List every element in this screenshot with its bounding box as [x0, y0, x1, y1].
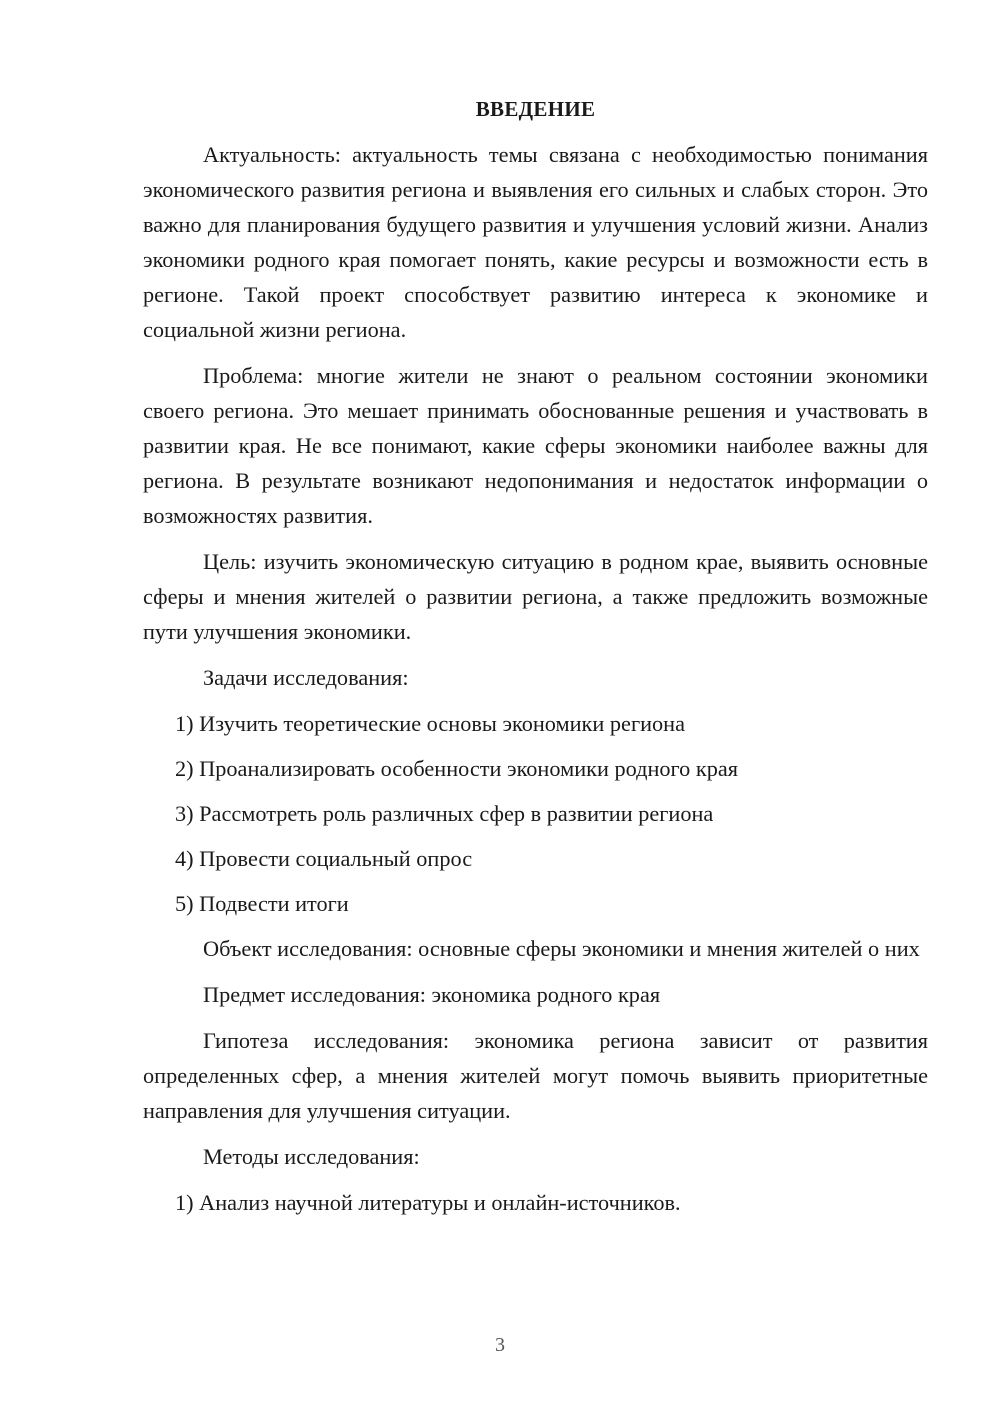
section-title: ВВЕДЕНИЕ [475, 97, 596, 121]
task-item: 2) Проанализировать особенности экономики родного края [175, 756, 738, 781]
task-item: 4) Провести социальный опрос [175, 846, 473, 871]
page-content [143, 92, 928, 1230]
methods-heading: Методы исследования: [203, 1144, 420, 1169]
method-item: 1) Анализ научной литературы и онлайн-источников. [175, 1190, 681, 1215]
hypothesis-paragraph: Гипотеза исследования: экономика региона зависит от развития определенных сфер, а мнения жителей могут помочь выявить приоритетные направления для улучшения ситуации. [143, 1028, 928, 1123]
subject-paragraph: Предмет исследования: экономика родного края [203, 982, 661, 1007]
goal-paragraph: Цель: изучить экономическую ситуацию в родном крае, выявить основные сферы и мнения жителей о развитии региона, а также предложить возможные пути улучшения экономики. [143, 549, 928, 644]
task-item: 3) Рассмотреть роль различных сфер в развитии региона [175, 801, 714, 826]
task-item: 1) Изучить теоретические основы экономики региона [175, 711, 685, 736]
problem-paragraph: Проблема: многие жители не знают о реальном состоянии экономики своего региона. Это мешает принимать обоснованные решения и участвовать в развитии края. Не все понимают, какие сферы экономики наиболее важны для региона. В результате возникают недопонимания и недостаток информации о возможностях развития. [143, 363, 928, 528]
relevance-paragraph: Актуальность: актуальность темы связана с необходимостью понимания экономического развития региона и выявления его сильных и слабых сторон. Это важно для планирования будущего развития и улучшения условий жизни. Анализ экономики родного края помогает понять, какие ресурсы и возможности есть в регионе. Такой проект способствует развитию интереса к экономике и социальной жизни региона. [143, 142, 928, 342]
task-item: 5) Подвести итоги [175, 891, 349, 916]
page-number: 3 [495, 1334, 505, 1356]
tasks-heading: Задачи исследования: [203, 665, 409, 690]
object-paragraph: Объект исследования: основные сферы экономики и мнения жителей о них [203, 936, 920, 961]
